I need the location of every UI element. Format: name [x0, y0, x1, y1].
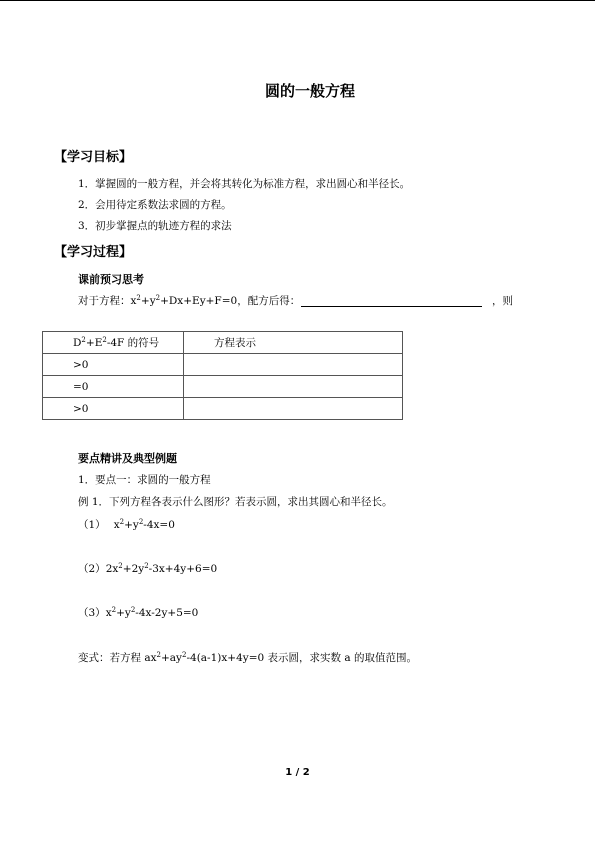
table-cell-sign: >0 — [43, 354, 184, 376]
table-cell-sign: >0 — [43, 398, 184, 420]
table-cell-meaning[interactable] — [184, 398, 403, 420]
goal-item-2: 2．会用待定系数法求圆的方程。 — [78, 199, 232, 211]
variant-problem: 变式：若方程 $ax^2+ay^2-4(a-1)x+4y=0$ 表示圆，求实数 a 的取值范围。 — [78, 651, 417, 664]
preview-intro-after: ，配方后得： — [237, 295, 301, 307]
goal-item-3: 3．初步掌握点的轨迹方程的求法 — [78, 220, 232, 232]
keypoint-1: 1．要点一：求圆的一般方程 — [78, 474, 211, 486]
table-row — [43, 376, 403, 398]
process-heading: 【学习过程】 — [54, 245, 133, 260]
table-row — [43, 398, 403, 420]
page-title: 圆的一般方程 — [264, 82, 355, 100]
preview-equation: $x^2+y^2+Dx+Ey+F=0$ — [130, 294, 238, 307]
table-cell-meaning[interactable] — [184, 354, 403, 376]
sign-table — [42, 331, 403, 420]
table-header-row — [43, 332, 403, 354]
goal-item-1: 1．掌握圆的一般方程，并会将其转化为标准方程，求出圆心和半径长。 — [78, 178, 411, 190]
table-header-sign: $D^2+E^2-4F$ 的符号 — [43, 332, 184, 354]
equation-1: （1） $x^2+y^2-4x=0$ — [78, 518, 175, 531]
preview-subheading: 课前预习思考 — [78, 273, 144, 286]
page-number: 1 / 2 — [285, 767, 310, 778]
goals-heading: 【学习目标】 — [54, 150, 133, 165]
keypoints-subheading: 要点精讲及典型例题 — [78, 452, 177, 465]
table-header-meaning: 方程表示 — [184, 332, 403, 354]
table-cell-meaning[interactable] — [184, 376, 403, 398]
preview-then: ，则 — [492, 295, 513, 307]
table-cell-sign: =0 — [43, 376, 184, 398]
preview-equation-line — [78, 293, 300, 308]
equation-3: $(3)x^2+y^2-4x-2y+5=0$ — [78, 606, 199, 619]
example-1: 例 1．下列方程各表示什么图形？若表示圆，求出其圆心和半径长。 — [78, 496, 393, 508]
top-border-line — [0, 0, 595, 1]
table-row — [43, 354, 403, 376]
preview-intro: 对于方程： — [78, 295, 131, 307]
equation-2: $(2)2x^2+2y^2-3x+4y+6=0$ — [78, 562, 218, 575]
answer-blank[interactable] — [301, 306, 482, 307]
